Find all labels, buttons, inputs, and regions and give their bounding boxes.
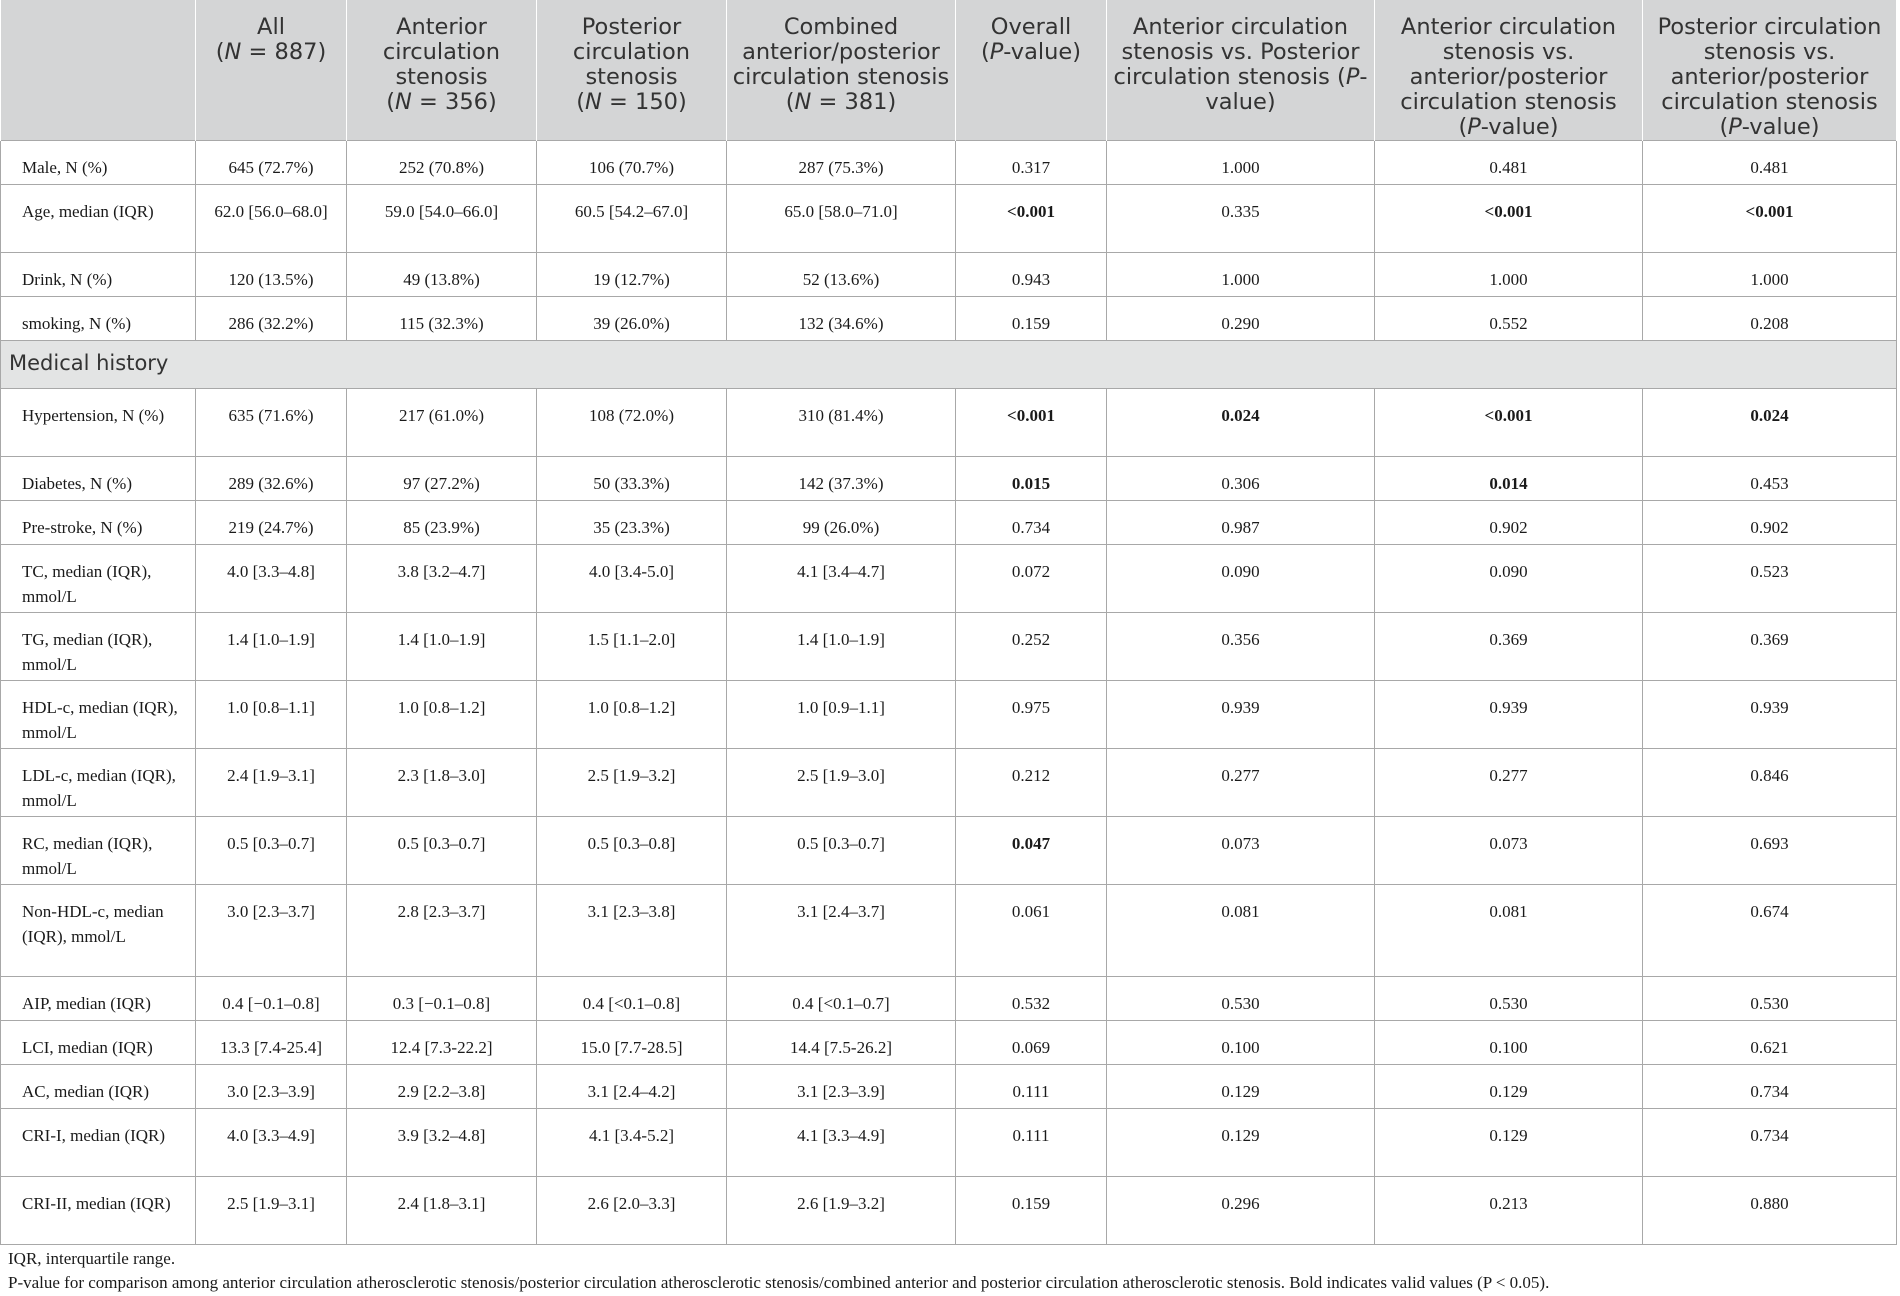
cell-p-post-vs-combined: 0.846	[1643, 749, 1897, 817]
cell-p-post-vs-combined: 0.674	[1643, 885, 1897, 977]
cell-anterior: 2.3 [1.8–3.0]	[347, 749, 537, 817]
row-label: Non-HDL-c, median (IQR), mmol/L	[1, 885, 196, 977]
cell-p-ant-vs-combined: 0.081	[1375, 885, 1643, 977]
cell-p-ant-vs-post: 0.024	[1107, 389, 1375, 457]
cell-overall-p: 0.975	[956, 681, 1107, 749]
cell-all: 1.4 [1.0–1.9]	[196, 613, 347, 681]
cell-all: 2.4 [1.9–3.1]	[196, 749, 347, 817]
row-label: Hypertension, N (%)	[1, 389, 196, 457]
cell-overall-p: <0.001	[956, 389, 1107, 457]
cell-p-ant-vs-post: 0.129	[1107, 1109, 1375, 1177]
cell-posterior: 15.0 [7.7-28.5]	[537, 1021, 727, 1065]
cell-p-ant-vs-post: 1.000	[1107, 141, 1375, 185]
footnote-p-value: P-value for comparison among anterior circulation atherosclerotic stenosis/posterior circulation atherosclerotic stenosis/combined anterior and posterior circulation atherosclerotic stenosis. Bold indicates valid values (P < 0.05).	[8, 1273, 1550, 1292]
cell-combined: 310 (81.4%)	[727, 389, 956, 457]
cell-posterior: 2.6 [2.0–3.3]	[537, 1177, 727, 1245]
cell-overall-p: 0.943	[956, 253, 1107, 297]
table-row	[1, 613, 1897, 681]
cell-p-post-vs-combined: 0.693	[1643, 817, 1897, 885]
cell-overall-p: 0.159	[956, 1177, 1107, 1245]
cell-p-post-vs-combined: 0.734	[1643, 1065, 1897, 1109]
cell-p-ant-vs-combined: 1.000	[1375, 253, 1643, 297]
cell-anterior: 3.8 [3.2–4.7]	[347, 545, 537, 613]
row-label: AC, median (IQR)	[1, 1065, 196, 1109]
table-row	[1, 1021, 1897, 1065]
cell-p-ant-vs-post: 0.090	[1107, 545, 1375, 613]
cell-all: 645 (72.7%)	[196, 141, 347, 185]
header-cell-combined: Combined anterior/posterior circulation stenosis (N = 381)	[727, 0, 956, 141]
cell-anterior: 49 (13.8%)	[347, 253, 537, 297]
cell-posterior: 2.5 [1.9–3.2]	[537, 749, 727, 817]
section-header-row	[1, 341, 1897, 389]
cell-p-ant-vs-post: 0.335	[1107, 185, 1375, 253]
cell-anterior: 0.3 [−0.1–0.8]	[347, 977, 537, 1021]
cell-p-post-vs-combined: 0.530	[1643, 977, 1897, 1021]
table-row	[1, 185, 1897, 253]
cell-p-post-vs-combined: 0.621	[1643, 1021, 1897, 1065]
cell-p-ant-vs-post: 0.100	[1107, 1021, 1375, 1065]
cell-p-ant-vs-combined: 0.073	[1375, 817, 1643, 885]
cell-all: 3.0 [2.3–3.9]	[196, 1065, 347, 1109]
cell-p-ant-vs-combined: 0.939	[1375, 681, 1643, 749]
cell-overall-p: 0.532	[956, 977, 1107, 1021]
cell-all: 13.3 [7.4-25.4]	[196, 1021, 347, 1065]
cell-combined: 3.1 [2.3–3.9]	[727, 1065, 956, 1109]
cell-p-ant-vs-post: 0.290	[1107, 297, 1375, 341]
cell-all: 0.5 [0.3–0.7]	[196, 817, 347, 885]
row-label: smoking, N (%)	[1, 297, 196, 341]
cell-p-ant-vs-combined: 0.552	[1375, 297, 1643, 341]
cell-posterior: 39 (26.0%)	[537, 297, 727, 341]
row-label: CRI-II, median (IQR)	[1, 1177, 196, 1245]
cell-combined: 2.6 [1.9–3.2]	[727, 1177, 956, 1245]
cell-posterior: 1.5 [1.1–2.0]	[537, 613, 727, 681]
header-cell-post-vs-combined: Posterior circulation stenosis vs. anterior/posterior circulation stenosis (P-value)	[1643, 0, 1897, 141]
cell-p-ant-vs-combined: <0.001	[1375, 389, 1643, 457]
cell-posterior: 4.0 [3.4-5.0]	[537, 545, 727, 613]
cell-combined: 52 (13.6%)	[727, 253, 956, 297]
cell-p-ant-vs-post: 0.129	[1107, 1065, 1375, 1109]
cell-posterior: 108 (72.0%)	[537, 389, 727, 457]
cell-overall-p: 0.111	[956, 1065, 1107, 1109]
cell-overall-p: 0.317	[956, 141, 1107, 185]
cell-p-post-vs-combined: 0.453	[1643, 457, 1897, 501]
cell-p-post-vs-combined: 0.880	[1643, 1177, 1897, 1245]
table-row	[1, 1177, 1897, 1245]
cell-overall-p: 0.111	[956, 1109, 1107, 1177]
cell-all: 2.5 [1.9–3.1]	[196, 1177, 347, 1245]
cell-p-ant-vs-combined: 0.129	[1375, 1109, 1643, 1177]
table-row	[1, 681, 1897, 749]
section-title: Medical history	[1, 341, 1897, 389]
cell-p-ant-vs-combined: 0.530	[1375, 977, 1643, 1021]
table-row	[1, 253, 1897, 297]
table-row	[1, 141, 1897, 185]
cell-p-ant-vs-combined: 0.902	[1375, 501, 1643, 545]
cell-combined: 65.0 [58.0–71.0]	[727, 185, 956, 253]
cell-p-ant-vs-post: 0.987	[1107, 501, 1375, 545]
cell-p-post-vs-combined: <0.001	[1643, 185, 1897, 253]
cell-all: 0.4 [−0.1–0.8]	[196, 977, 347, 1021]
cell-posterior: 3.1 [2.3–3.8]	[537, 885, 727, 977]
cell-anterior: 2.8 [2.3–3.7]	[347, 885, 537, 977]
row-label: Diabetes, N (%)	[1, 457, 196, 501]
cell-p-ant-vs-post: 0.296	[1107, 1177, 1375, 1245]
cell-posterior: 1.0 [0.8–1.2]	[537, 681, 727, 749]
cell-overall-p: <0.001	[956, 185, 1107, 253]
cell-anterior: 2.4 [1.8–3.1]	[347, 1177, 537, 1245]
row-label: RC, median (IQR), mmol/L	[1, 817, 196, 885]
table-row	[1, 545, 1897, 613]
cell-combined: 1.0 [0.9–1.1]	[727, 681, 956, 749]
cell-posterior: 19 (12.7%)	[537, 253, 727, 297]
row-label: TC, median (IQR), mmol/L	[1, 545, 196, 613]
row-label: TG, median (IQR), mmol/L	[1, 613, 196, 681]
cell-posterior: 106 (70.7%)	[537, 141, 727, 185]
row-label: LCI, median (IQR)	[1, 1021, 196, 1065]
cell-overall-p: 0.047	[956, 817, 1107, 885]
cell-anterior: 3.9 [3.2–4.8]	[347, 1109, 537, 1177]
cell-overall-p: 0.061	[956, 885, 1107, 977]
row-label: Drink, N (%)	[1, 253, 196, 297]
cell-p-post-vs-combined: 0.523	[1643, 545, 1897, 613]
table-row	[1, 297, 1897, 341]
cell-p-post-vs-combined: 0.939	[1643, 681, 1897, 749]
table-row	[1, 457, 1897, 501]
cell-p-ant-vs-post: 0.530	[1107, 977, 1375, 1021]
table-row	[1, 885, 1897, 977]
table-header-row	[1, 0, 1897, 141]
cell-p-ant-vs-combined: <0.001	[1375, 185, 1643, 253]
cell-p-post-vs-combined: 1.000	[1643, 253, 1897, 297]
cell-p-post-vs-combined: 0.481	[1643, 141, 1897, 185]
row-label: LDL-c, median (IQR), mmol/L	[1, 749, 196, 817]
cell-p-ant-vs-post: 1.000	[1107, 253, 1375, 297]
cell-combined: 142 (37.3%)	[727, 457, 956, 501]
cell-p-ant-vs-post: 0.277	[1107, 749, 1375, 817]
cell-combined: 0.5 [0.3–0.7]	[727, 817, 956, 885]
cell-overall-p: 0.072	[956, 545, 1107, 613]
cell-combined: 1.4 [1.0–1.9]	[727, 613, 956, 681]
cell-overall-p: 0.159	[956, 297, 1107, 341]
table-row	[1, 389, 1897, 457]
row-label: Pre-stroke, N (%)	[1, 501, 196, 545]
cell-anterior: 2.9 [2.2–3.8]	[347, 1065, 537, 1109]
cell-posterior: 60.5 [54.2–67.0]	[537, 185, 727, 253]
header-cell-blank	[1, 0, 196, 141]
header-cell-all: All (N = 887)	[196, 0, 347, 141]
cell-posterior: 35 (23.3%)	[537, 501, 727, 545]
header-cell-anterior: Anterior circulation stenosis (N = 356)	[347, 0, 537, 141]
cell-posterior: 50 (33.3%)	[537, 457, 727, 501]
header-cell-posterior: Posterior circulation stenosis (N = 150)	[537, 0, 727, 141]
table-row	[1, 817, 1897, 885]
table-row	[1, 977, 1897, 1021]
cell-anterior: 252 (70.8%)	[347, 141, 537, 185]
cell-combined: 4.1 [3.4–4.7]	[727, 545, 956, 613]
header-cell-ant-vs-combined: Anterior circulation stenosis vs. anterior/posterior circulation stenosis (P-value)	[1375, 0, 1643, 141]
cell-combined: 99 (26.0%)	[727, 501, 956, 545]
cell-anterior: 12.4 [7.3-22.2]	[347, 1021, 537, 1065]
table-footnotes	[8, 1247, 1888, 1295]
cell-all: 62.0 [56.0–68.0]	[196, 185, 347, 253]
cell-anterior: 115 (32.3%)	[347, 297, 537, 341]
cell-p-post-vs-combined: 0.734	[1643, 1109, 1897, 1177]
cell-combined: 132 (34.6%)	[727, 297, 956, 341]
cell-overall-p: 0.015	[956, 457, 1107, 501]
cell-combined: 2.5 [1.9–3.0]	[727, 749, 956, 817]
cell-p-ant-vs-combined: 0.100	[1375, 1021, 1643, 1065]
cell-combined: 3.1 [2.4–3.7]	[727, 885, 956, 977]
cell-anterior: 1.4 [1.0–1.9]	[347, 613, 537, 681]
cell-p-post-vs-combined: 0.902	[1643, 501, 1897, 545]
cell-p-ant-vs-post: 0.073	[1107, 817, 1375, 885]
cell-all: 289 (32.6%)	[196, 457, 347, 501]
cell-anterior: 85 (23.9%)	[347, 501, 537, 545]
cell-combined: 287 (75.3%)	[727, 141, 956, 185]
cell-p-ant-vs-post: 0.306	[1107, 457, 1375, 501]
cell-combined: 4.1 [3.3–4.9]	[727, 1109, 956, 1177]
cell-p-ant-vs-combined: 0.213	[1375, 1177, 1643, 1245]
footnote-iqr: IQR, interquartile range.	[8, 1249, 176, 1268]
cell-p-ant-vs-combined: 0.129	[1375, 1065, 1643, 1109]
cell-anterior: 59.0 [54.0–66.0]	[347, 185, 537, 253]
cell-all: 4.0 [3.3–4.9]	[196, 1109, 347, 1177]
cell-all: 286 (32.2%)	[196, 297, 347, 341]
cell-all: 3.0 [2.3–3.7]	[196, 885, 347, 977]
row-label: Male, N (%)	[1, 141, 196, 185]
cell-posterior: 3.1 [2.4–4.2]	[537, 1065, 727, 1109]
cell-posterior: 0.5 [0.3–0.8]	[537, 817, 727, 885]
row-label: AIP, median (IQR)	[1, 977, 196, 1021]
cell-p-post-vs-combined: 0.208	[1643, 297, 1897, 341]
cell-p-ant-vs-post: 0.356	[1107, 613, 1375, 681]
cell-p-ant-vs-combined: 0.369	[1375, 613, 1643, 681]
cell-overall-p: 0.252	[956, 613, 1107, 681]
cell-overall-p: 0.212	[956, 749, 1107, 817]
table-row	[1, 501, 1897, 545]
cell-p-ant-vs-combined: 0.481	[1375, 141, 1643, 185]
table-row	[1, 1109, 1897, 1177]
cell-all: 1.0 [0.8–1.1]	[196, 681, 347, 749]
cell-posterior: 0.4 [<0.1–0.8]	[537, 977, 727, 1021]
cell-p-ant-vs-combined: 0.090	[1375, 545, 1643, 613]
cell-overall-p: 0.069	[956, 1021, 1107, 1065]
cell-p-post-vs-combined: 0.024	[1643, 389, 1897, 457]
table-row	[1, 1065, 1897, 1109]
cell-anterior: 1.0 [0.8–1.2]	[347, 681, 537, 749]
cell-anterior: 217 (61.0%)	[347, 389, 537, 457]
cell-p-ant-vs-post: 0.081	[1107, 885, 1375, 977]
cell-p-ant-vs-combined: 0.014	[1375, 457, 1643, 501]
cell-anterior: 97 (27.2%)	[347, 457, 537, 501]
cell-all: 635 (71.6%)	[196, 389, 347, 457]
cell-p-ant-vs-post: 0.939	[1107, 681, 1375, 749]
cell-combined: 14.4 [7.5-26.2]	[727, 1021, 956, 1065]
header-cell-ant-vs-post: Anterior circulation stenosis vs. Posterior circulation stenosis (P-value)	[1107, 0, 1375, 141]
cell-posterior: 4.1 [3.4-5.2]	[537, 1109, 727, 1177]
cell-all: 4.0 [3.3–4.8]	[196, 545, 347, 613]
cell-anterior: 0.5 [0.3–0.7]	[347, 817, 537, 885]
cell-p-ant-vs-combined: 0.277	[1375, 749, 1643, 817]
table-row	[1, 749, 1897, 817]
cell-all: 120 (13.5%)	[196, 253, 347, 297]
row-label: Age, median (IQR)	[1, 185, 196, 253]
cell-all: 219 (24.7%)	[196, 501, 347, 545]
row-label: CRI-I, median (IQR)	[1, 1109, 196, 1177]
cell-overall-p: 0.734	[956, 501, 1107, 545]
cell-p-post-vs-combined: 0.369	[1643, 613, 1897, 681]
header-cell-overall: Overall (P-value)	[956, 0, 1107, 141]
cell-combined: 0.4 [<0.1–0.7]	[727, 977, 956, 1021]
row-label: HDL-c, median (IQR), mmol/L	[1, 681, 196, 749]
